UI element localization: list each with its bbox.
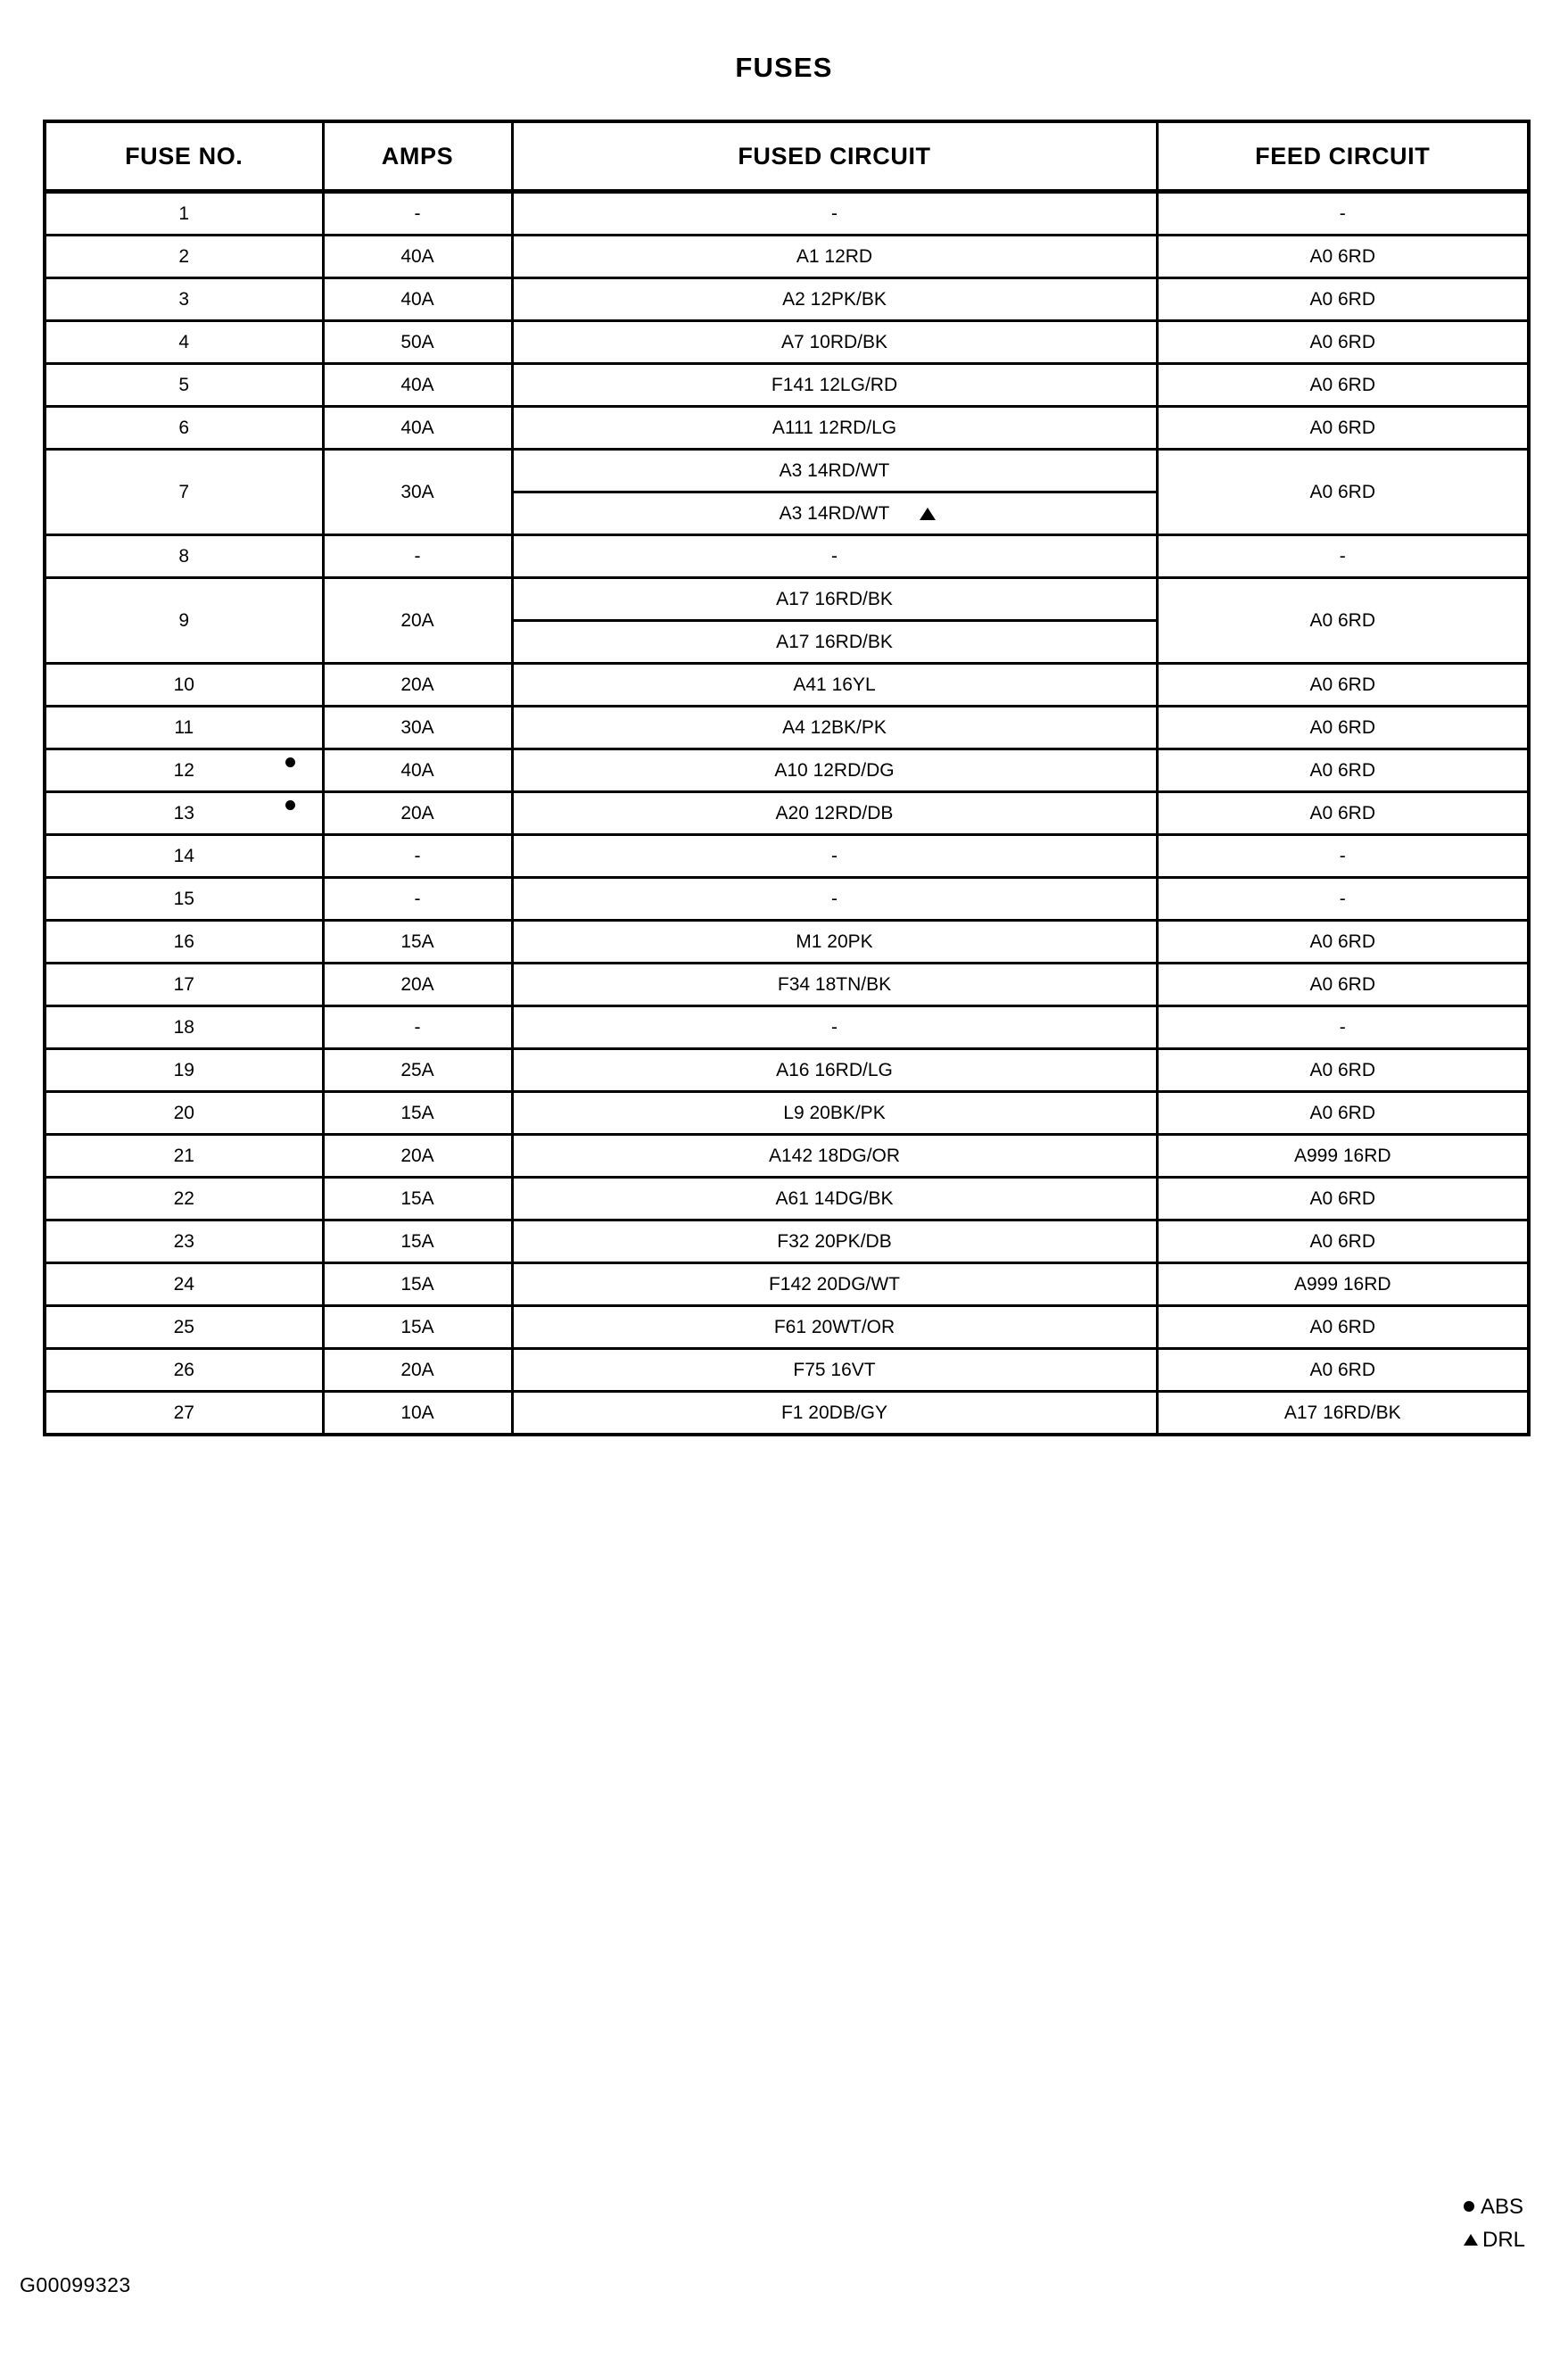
fuse-number: 13 (173, 803, 194, 823)
table-row (45, 792, 1529, 835)
cell-fuse-no (45, 707, 323, 749)
cell-feed-circuit: A0 6RD (1157, 1178, 1529, 1220)
legend (1464, 2190, 1525, 2256)
cell-amps: 30A (323, 450, 512, 535)
cell-fused-circuit (512, 578, 1157, 664)
cell-fuse-no (45, 921, 323, 964)
fuse-number: 21 (173, 1146, 194, 1166)
cell-feed-circuit: A0 6RD (1157, 1220, 1529, 1263)
cell-fuse-no (45, 236, 323, 278)
cell-amps: 40A (323, 236, 512, 278)
fuses-table (43, 120, 1531, 1436)
cell-amps: 40A (323, 278, 512, 321)
fuse-number: 3 (178, 289, 190, 310)
cell-feed-circuit: - (1157, 1006, 1529, 1049)
footer-code: G00099323 (20, 2273, 131, 2296)
table-row (45, 321, 1529, 364)
abs-marker-icon (285, 757, 295, 767)
fuse-number: 10 (173, 674, 194, 695)
cell-fused-circuit: A1 12RD (512, 236, 1157, 278)
cell-feed-circuit: A0 6RD (1157, 792, 1529, 835)
cell-fused-circuit: F61 20WT/OR (512, 1306, 1157, 1349)
table-row (45, 964, 1529, 1006)
legend-item (1464, 2190, 1525, 2223)
cell-fused-circuit: A16 16RD/LG (512, 1049, 1157, 1092)
cell-fuse-no (45, 964, 323, 1006)
cell-fuse-no (45, 407, 323, 450)
cell-fuse-no (45, 1349, 323, 1392)
cell-feed-circuit: A0 6RD (1157, 321, 1529, 364)
cell-fuse-no (45, 1135, 323, 1178)
fused-circuit-label: A3 14RD/WT (779, 503, 890, 524)
cell-feed-circuit: A0 6RD (1157, 1306, 1529, 1349)
cell-fused-circuit: A2 12PK/BK (512, 278, 1157, 321)
table-row (45, 921, 1529, 964)
fuse-number: 19 (173, 1060, 194, 1080)
cell-amps: - (323, 878, 512, 921)
cell-amps: 20A (323, 1135, 512, 1178)
table-row (45, 1349, 1529, 1392)
table-row (45, 1006, 1529, 1049)
cell-feed-circuit: A0 6RD (1157, 407, 1529, 450)
cell-feed-circuit: A0 6RD (1157, 1049, 1529, 1092)
table-row (45, 749, 1529, 792)
fuse-number: 26 (173, 1360, 194, 1380)
cell-amps: 20A (323, 578, 512, 664)
cell-amps: 15A (323, 1178, 512, 1220)
column-header-fused-circuit: FUSED CIRCUIT (512, 121, 1157, 192)
cell-fused-circuit: F75 16VT (512, 1349, 1157, 1392)
table-row (45, 1392, 1529, 1435)
cell-feed-circuit: A0 6RD (1157, 364, 1529, 407)
fuse-number: 11 (174, 717, 194, 738)
fused-circuit-subrow (514, 451, 1156, 493)
cell-fuse-no (45, 1220, 323, 1263)
fused-circuit-subrow (514, 493, 1156, 534)
cell-fuse-no (45, 1006, 323, 1049)
cell-feed-circuit: - (1157, 835, 1529, 878)
cell-fused-circuit: - (512, 1006, 1157, 1049)
fuse-number: 6 (178, 418, 190, 438)
cell-amps: 30A (323, 707, 512, 749)
cell-fused-circuit: F32 20PK/DB (512, 1220, 1157, 1263)
cell-amps: 20A (323, 664, 512, 707)
table-row (45, 664, 1529, 707)
abs-marker-icon (285, 800, 295, 810)
fuse-number: 2 (178, 246, 190, 267)
table-row (45, 878, 1529, 921)
cell-fuse-no (45, 835, 323, 878)
column-header-feed-circuit: FEED CIRCUIT (1157, 121, 1529, 192)
table-row (45, 364, 1529, 407)
cell-amps: 15A (323, 921, 512, 964)
fuse-number: 24 (173, 1274, 194, 1295)
cell-fused-circuit: A111 12RD/LG (512, 407, 1157, 450)
cell-fuse-no (45, 450, 323, 535)
fuse-number: 18 (173, 1017, 194, 1038)
column-header-fuse-no: FUSE NO. (45, 121, 323, 192)
table-row (45, 1049, 1529, 1092)
cell-fuse-no (45, 1392, 323, 1435)
table-row (45, 1135, 1529, 1178)
cell-amps: 25A (323, 1049, 512, 1092)
cell-fused-circuit: - (512, 878, 1157, 921)
legend-triangle-icon (1464, 2234, 1478, 2246)
cell-fused-circuit: F141 12LG/RD (512, 364, 1157, 407)
legend-label: ABS (1480, 2195, 1524, 2219)
fused-circuit-subrow (514, 579, 1156, 622)
fused-circuit-label: A17 16RD/BK (776, 632, 893, 652)
fuse-number: 16 (173, 931, 194, 952)
cell-feed-circuit: A0 6RD (1157, 578, 1529, 664)
cell-amps: - (323, 835, 512, 878)
table-row (45, 1263, 1529, 1306)
table-row (45, 407, 1529, 450)
cell-amps: 40A (323, 407, 512, 450)
table-row (45, 578, 1529, 664)
cell-fuse-no (45, 321, 323, 364)
cell-feed-circuit: - (1157, 878, 1529, 921)
cell-amps: - (323, 192, 512, 236)
table-row (45, 1306, 1529, 1349)
cell-amps: 10A (323, 1392, 512, 1435)
table-body (45, 192, 1529, 1435)
cell-fused-circuit: A7 10RD/BK (512, 321, 1157, 364)
fuse-number: 12 (173, 760, 194, 781)
table-row (45, 450, 1529, 535)
cell-fuse-no (45, 1263, 323, 1306)
cell-feed-circuit: A0 6RD (1157, 964, 1529, 1006)
cell-fused-circuit: M1 20PK (512, 921, 1157, 964)
cell-fuse-no (45, 878, 323, 921)
cell-fuse-no (45, 749, 323, 792)
table-row (45, 1092, 1529, 1135)
cell-fused-circuit: L9 20BK/PK (512, 1092, 1157, 1135)
fuse-number: 7 (178, 482, 190, 502)
drl-marker-icon (920, 508, 936, 520)
cell-fuse-no (45, 278, 323, 321)
cell-feed-circuit: - (1157, 535, 1529, 578)
legend-item (1464, 2223, 1525, 2256)
cell-amps: 20A (323, 792, 512, 835)
cell-fuse-no (45, 1178, 323, 1220)
cell-feed-circuit: A0 6RD (1157, 749, 1529, 792)
cell-fused-circuit: A4 12BK/PK (512, 707, 1157, 749)
cell-fuse-no (45, 664, 323, 707)
fuse-number: 8 (178, 546, 190, 567)
cell-feed-circuit: A17 16RD/BK (1157, 1392, 1529, 1435)
cell-fused-circuit: A61 14DG/BK (512, 1178, 1157, 1220)
cell-fused-circuit: A41 16YL (512, 664, 1157, 707)
cell-feed-circuit: A0 6RD (1157, 278, 1529, 321)
fused-circuit-subrow (514, 622, 1156, 662)
table-row (45, 535, 1529, 578)
cell-fused-circuit (512, 450, 1157, 535)
fuse-number: 20 (173, 1103, 194, 1123)
fuse-number: 9 (178, 610, 190, 631)
table-row (45, 1178, 1529, 1220)
table-row (45, 707, 1529, 749)
header-row (45, 121, 1529, 192)
cell-fused-circuit: F34 18TN/BK (512, 964, 1157, 1006)
cell-fuse-no (45, 1092, 323, 1135)
table-header (45, 121, 1529, 192)
cell-fused-circuit: - (512, 835, 1157, 878)
cell-amps: 15A (323, 1092, 512, 1135)
fuse-number: 22 (173, 1188, 194, 1209)
fuse-number: 23 (173, 1231, 194, 1252)
cell-fused-circuit: - (512, 192, 1157, 236)
table-row (45, 236, 1529, 278)
cell-amps: 40A (323, 749, 512, 792)
fuse-number: 27 (173, 1402, 194, 1423)
fuse-number: 5 (178, 375, 190, 395)
cell-fuse-no (45, 192, 323, 236)
fuse-number: 15 (173, 889, 194, 909)
cell-amps: 15A (323, 1263, 512, 1306)
cell-feed-circuit: A0 6RD (1157, 450, 1529, 535)
cell-amps: 20A (323, 964, 512, 1006)
fuse-number: 25 (173, 1317, 194, 1337)
cell-amps: 15A (323, 1306, 512, 1349)
cell-feed-circuit: A0 6RD (1157, 236, 1529, 278)
cell-fused-circuit: A142 18DG/OR (512, 1135, 1157, 1178)
cell-feed-circuit: A0 6RD (1157, 1092, 1529, 1135)
cell-feed-circuit: A999 16RD (1157, 1263, 1529, 1306)
fuse-number: 1 (178, 203, 190, 224)
table-row (45, 835, 1529, 878)
cell-fuse-no (45, 535, 323, 578)
cell-amps: 50A (323, 321, 512, 364)
fused-circuit-label: A17 16RD/BK (776, 589, 893, 609)
cell-amps: 20A (323, 1349, 512, 1392)
cell-feed-circuit: A0 6RD (1157, 1349, 1529, 1392)
cell-fuse-no (45, 1049, 323, 1092)
fused-circuit-label: A3 14RD/WT (779, 460, 890, 481)
cell-amps: 15A (323, 1220, 512, 1263)
column-header-amps: AMPS (323, 121, 512, 192)
legend-dot-icon (1464, 2201, 1474, 2212)
fuse-number: 17 (173, 974, 194, 995)
fuse-number: 14 (173, 846, 194, 866)
cell-feed-circuit: - (1157, 192, 1529, 236)
cell-feed-circuit: A0 6RD (1157, 664, 1529, 707)
fuse-number: 4 (178, 332, 190, 352)
cell-fuse-no (45, 792, 323, 835)
table-row (45, 192, 1529, 236)
table-row (45, 1220, 1529, 1263)
cell-feed-circuit: A0 6RD (1157, 921, 1529, 964)
legend-label: DRL (1481, 2228, 1525, 2252)
cell-fused-circuit: - (512, 535, 1157, 578)
cell-fused-circuit: F1 20DB/GY (512, 1392, 1157, 1435)
cell-fuse-no (45, 578, 323, 664)
cell-fuse-no (45, 1306, 323, 1349)
cell-fused-circuit: A10 12RD/DG (512, 749, 1157, 792)
cell-amps: - (323, 535, 512, 578)
page-title: FUSES (735, 52, 833, 83)
cell-amps: 40A (323, 364, 512, 407)
cell-fuse-no (45, 364, 323, 407)
cell-feed-circuit: A999 16RD (1157, 1135, 1529, 1178)
cell-fused-circuit: F142 20DG/WT (512, 1263, 1157, 1306)
table-row (45, 278, 1529, 321)
cell-amps: - (323, 1006, 512, 1049)
cell-feed-circuit: A0 6RD (1157, 707, 1529, 749)
cell-fused-circuit: A20 12RD/DB (512, 792, 1157, 835)
